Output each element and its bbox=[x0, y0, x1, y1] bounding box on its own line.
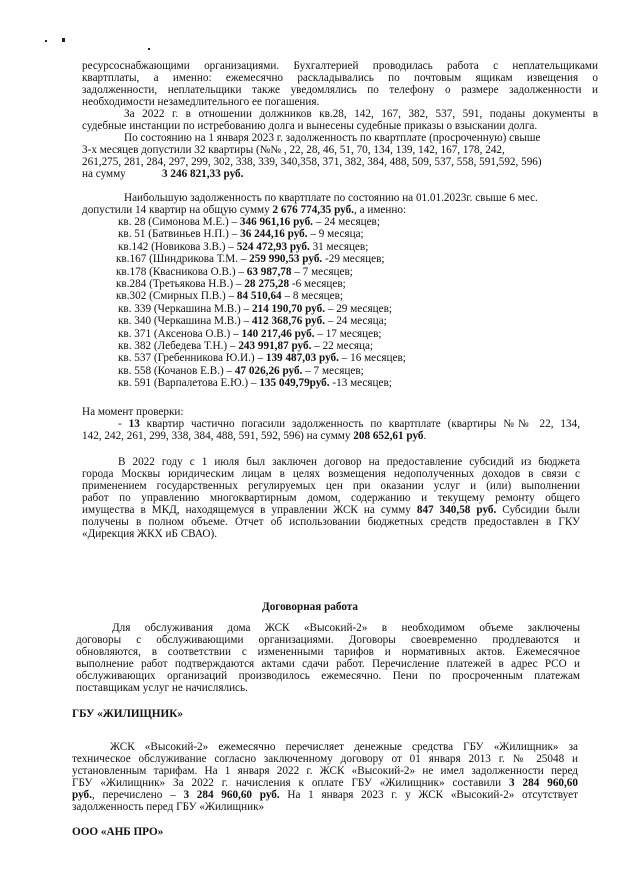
debtor-name: кв. 558 (Кочанов Е.В.) – bbox=[118, 364, 235, 377]
debt-amount: 63 987,78 bbox=[246, 265, 292, 278]
text-part: допустили 14 квартир на общую сумму bbox=[82, 204, 273, 216]
total-amount: 2 676 774,35 руб. bbox=[272, 204, 354, 216]
debtor-row bbox=[118, 315, 387, 327]
text-line: получены в полном объеме. Отчет об использовании бюджетных средств предоставлен в ГКУ bbox=[82, 516, 580, 528]
currency-unit: руб. bbox=[72, 789, 92, 801]
debt-duration: – 22 месяца; bbox=[311, 340, 374, 352]
debtor-name: кв. 537 (Гребенникова Ю.И.) – bbox=[118, 352, 266, 365]
debtor-name: кв. 382 (Лебедева Т.Н.) – bbox=[118, 340, 239, 352]
debt-amount: 135 049,79руб. bbox=[259, 377, 330, 390]
debtor-row bbox=[118, 352, 406, 364]
debtor-name: кв.142 (Новикова З.В.) – bbox=[118, 240, 237, 253]
debtor-name: кв.167 (Шиндрикова Т.М. – bbox=[116, 253, 250, 266]
debtor-row bbox=[116, 278, 346, 290]
scan-speck bbox=[45, 40, 47, 42]
section-heading: ГБУ «ЖИЛИЩНИК» bbox=[72, 708, 183, 720]
text-line: работ по управлению многоквартирным домом, содержанию и текущему ремонту общего bbox=[82, 492, 580, 504]
debtor-name: кв. 339 (Черкашина М.В.) – bbox=[118, 302, 252, 315]
repaid-amount: 208 652,61 руб bbox=[353, 430, 424, 442]
debt-amount: 346 961,16 руб. bbox=[239, 216, 313, 228]
debt-duration: – 17 месяцев; bbox=[314, 327, 382, 340]
text-line: 261,275, 281, 284, 297, 299, 302, 338, 339, 340,358, 371, 382, 384, 488, 509, 537, 558, 591,592, 596) bbox=[82, 156, 542, 168]
text-part: , а именно: bbox=[353, 204, 407, 216]
subsidy-amount: 847 340,58 руб. bbox=[416, 504, 497, 516]
section-heading: ООО «АНБ ПРО» bbox=[72, 826, 164, 838]
debt-duration: -6 месяцев; bbox=[289, 278, 346, 290]
text-part: - bbox=[118, 418, 129, 430]
scan-speck bbox=[148, 48, 150, 50]
debtor-row bbox=[118, 377, 392, 389]
debt-amount: 47 026,26 руб. bbox=[234, 364, 303, 377]
debtor-row bbox=[118, 328, 381, 340]
debt-amount: 412 368,76 руб. bbox=[251, 315, 326, 328]
inspection-heading: На момент проверки: bbox=[82, 406, 184, 418]
text-part: . bbox=[423, 430, 427, 442]
debt-amount: 28 275,28 bbox=[244, 278, 290, 290]
debt-duration: 31 месяцев; bbox=[309, 240, 369, 253]
text-line: применением государственных регулируемых цен при оказании услуг и (или) выполнении bbox=[82, 480, 580, 492]
debt-duration: – 9 месяца; bbox=[307, 228, 364, 241]
text-line bbox=[72, 777, 578, 789]
text-part: квартир частично погасили задолженность по квартплате (квартиры №№ 22, 134, bbox=[139, 418, 580, 430]
text-line: судебные инстанции по истребованию долга и вынесены судебные приказы о взыскании долга. bbox=[82, 120, 538, 132]
text-line bbox=[118, 418, 580, 430]
debt-amount: 140 217,46 руб. bbox=[241, 327, 315, 340]
debt-duration: -13 месяцев; bbox=[329, 377, 392, 390]
text-part: , перечислено – bbox=[91, 789, 184, 801]
debtor-row bbox=[116, 253, 385, 265]
text-line bbox=[72, 789, 578, 801]
text-line: Для обслуживания дома ЖСК «Высокий-2» в необходимом объеме заключены bbox=[112, 622, 580, 634]
text-line: техническое обслуживание согласно заключенному договору от 01 января 2013 г. № 25048 и bbox=[72, 753, 578, 765]
debt-amount: 84 510,64 bbox=[236, 290, 282, 303]
text-line: В 2022 году с 1 июля был заключен договор на предоставление субсидий из бюджета bbox=[118, 456, 580, 468]
debt-sum-label: на сумму bbox=[82, 168, 126, 180]
text-line: «Дирекция ЖКХ иБ СВАО). bbox=[82, 528, 218, 540]
debt-amount: 214 190,70 руб. bbox=[251, 302, 326, 315]
text-part: 142, 242, 261, 299, 338, 384, 488, 591, 592, 596) на сумму bbox=[82, 430, 354, 442]
text-line: задолженность перед ГБУ «Жилищник» bbox=[72, 801, 265, 813]
debt-duration: – 24 месяца; bbox=[325, 315, 387, 328]
count-value: 13 bbox=[128, 418, 140, 430]
debtor-name: кв. 51 (Батвиньев Н.П.) – bbox=[118, 228, 241, 241]
paid-amount: 3 284 960,60 руб. bbox=[183, 789, 280, 801]
text-line: города Москвы юридическим лицам в целях возмещения недополученных доходов в связи с bbox=[82, 468, 580, 480]
text-line: обновляются, в соответствии с измененными тарифов и нормативных актов. Ежемесячное bbox=[76, 646, 580, 658]
debt-sum-value: 3 246 821,33 руб. bbox=[162, 168, 244, 180]
debtor-row bbox=[118, 303, 392, 315]
text-line: обслуживающих организаций производилось ежемесячно. Пени по просроченным платежам bbox=[76, 670, 580, 682]
text-line bbox=[82, 504, 580, 516]
debtor-name: кв. 28 (Симонова М.Е.) – bbox=[118, 216, 240, 228]
text-line bbox=[82, 430, 426, 442]
debtor-row bbox=[118, 340, 373, 352]
text-line: ресурсоснабжающими организациями. Бухгалтерией проводилась работа с неплательщиками bbox=[82, 60, 598, 72]
text-line: квартплаты, а именно: ежемесячно раскладывались по почтовым ящикам извещения о bbox=[82, 72, 598, 84]
text-line: задолженности, неплательщики также уведомлялись по телефону о размере задолженности и bbox=[82, 84, 598, 96]
debtor-row bbox=[116, 290, 343, 302]
debtor-name: кв. 371 (Аксенова О.В.) – bbox=[118, 327, 242, 340]
debt-duration: – 24 месяцев; bbox=[312, 216, 380, 228]
section-heading: Договорная работа bbox=[262, 601, 359, 613]
text-line: За 2022 г. в отношении должников кв.28, 142, 167, 382, 537, 591, поданы документы в bbox=[124, 108, 598, 120]
debtor-row bbox=[118, 365, 364, 377]
text-part: Субсидии были bbox=[496, 504, 580, 516]
debtor-name: кв.284 (Третьякова Н.В.) – bbox=[116, 278, 245, 290]
debtor-row bbox=[118, 216, 380, 228]
text-line bbox=[82, 204, 406, 216]
debt-amount: 524 472,93 руб. bbox=[236, 240, 310, 253]
debtor-name: кв. 340 (Черкашина М.В.) – bbox=[118, 315, 252, 328]
debtor-name: кв. 591 (Варпалетова Е.Ю.) – bbox=[118, 377, 260, 390]
debt-amount: 243 991,87 руб. bbox=[238, 340, 312, 352]
text-line: По состоянию на 1 января 2023 г. задолженность по квартплате (просроченную) свыше bbox=[124, 132, 541, 144]
debtor-row bbox=[116, 266, 353, 278]
text-line: Наибольшую задолженность по квартплате по состоянию на 01.01.2023г. свыше 6 мес. bbox=[124, 192, 538, 204]
debt-duration: -29 месяцев; bbox=[322, 253, 385, 266]
debtor-row bbox=[118, 228, 364, 240]
debt-amount: 139 487,03 руб. bbox=[265, 352, 339, 365]
text-line: договоры с обслуживающими организациями. Договоры своевременно продлеваются и bbox=[76, 634, 580, 646]
debt-duration: – 16 месяцев; bbox=[338, 352, 406, 365]
debt-amount: 259 990,53 руб. bbox=[249, 253, 323, 266]
charged-amount: 3 284 960,60 bbox=[509, 777, 578, 789]
debtor-name: кв.302 (Смирных П.В.) – bbox=[116, 290, 237, 303]
debtor-row bbox=[118, 241, 368, 253]
debt-duration: – 8 месяцев; bbox=[281, 290, 343, 303]
text-line: 3-х месяцев допустили 32 квартиры (№№ , 22, 28, 46, 51, 70, 134, 139, 142, 167, 178, 242, bbox=[82, 144, 505, 156]
text-line: ЖСК «Высокий-2» ежемесячно перечисляет денежные средства ГБУ «Жилищник» за bbox=[110, 741, 578, 753]
debtor-name: кв.178 (Квасникова О.В.) – bbox=[116, 265, 247, 278]
debt-duration: – 29 месяцев; bbox=[325, 302, 392, 315]
text-line: выполнение работ подтверждаются актами сдачи работ. Перечисление платежей в адрес РСО и bbox=[76, 658, 580, 670]
debt-duration: – 7 месяцев; bbox=[302, 364, 364, 377]
text-line: поставщикам услуг не начислялись. bbox=[76, 682, 248, 694]
text-part: На 1 января 2023 г. у ЖСК «Высокий-2» отсутствует bbox=[279, 789, 578, 801]
text-line: установленным тарифам. На 1 января 2022 г. ЖСК «Высокий-2» не имел задолженности перед bbox=[72, 765, 578, 777]
text-line: необходимости незамедлительного ее погашения. bbox=[82, 96, 320, 108]
text-part: ГБУ «Жилищник» За 2022 г. начисления к оплате ГБУ «Жилищник» составили bbox=[72, 777, 510, 789]
debt-duration: – 7 месяцев; bbox=[291, 265, 353, 278]
text-part: имущества в МКД, находящемуся в управлении ЖСК на сумму bbox=[82, 504, 417, 516]
scan-speck bbox=[62, 38, 65, 42]
debt-amount: 36 244,16 руб. bbox=[240, 228, 308, 241]
